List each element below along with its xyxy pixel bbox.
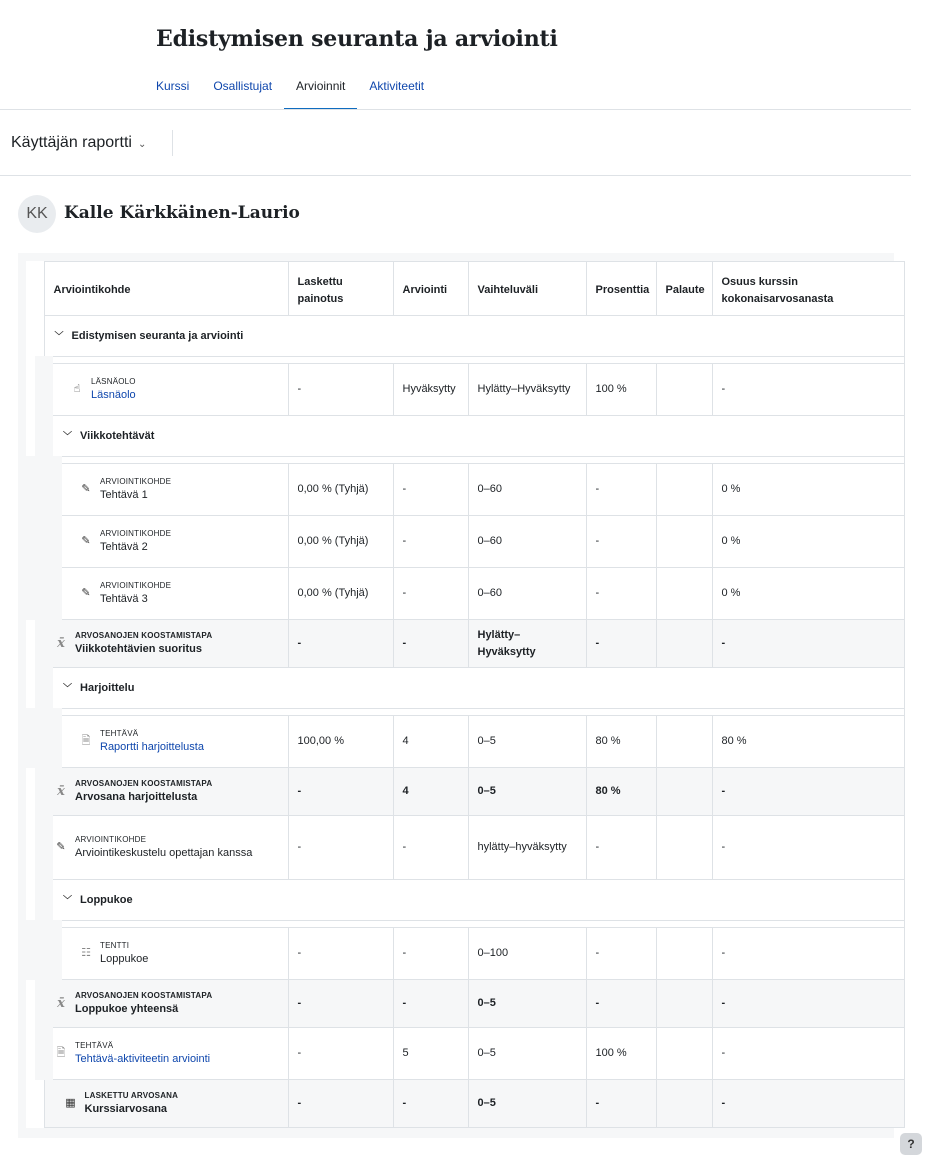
aggregation-icon: x̄ [57, 784, 65, 799]
category-name: Edistymisen seuranta ja arviointi [71, 329, 244, 342]
category-total-row [44, 980, 904, 1028]
percent-cell: - [586, 1080, 656, 1128]
table-row [44, 816, 904, 880]
category-toggle[interactable] [44, 316, 904, 357]
range-cell: hylätty–hyväksytty [468, 816, 586, 880]
item-name: Kurssiarvosana [84, 1102, 168, 1115]
percent-cell: 80 % [586, 716, 656, 768]
report-selector-label: Käyttäjän raportti [11, 134, 132, 151]
feedback-cell [656, 464, 712, 516]
range-cell: 0–5 [468, 716, 586, 768]
col-header-item: Arviointikohde [44, 262, 288, 316]
edit-icon: ✎ [81, 587, 91, 599]
item-name: Arvosana harjoittelusta [75, 790, 198, 803]
divider [0, 175, 911, 176]
category-row [44, 668, 904, 709]
grade-cell: - [393, 980, 468, 1028]
avatar: KK [18, 195, 56, 233]
grade-cell: - [393, 568, 468, 620]
weight-cell: 0,00 % (Tyhjä) [288, 516, 393, 568]
table-row [44, 464, 904, 516]
item-name: Tehtävä 1 [100, 488, 148, 501]
contribution-cell: 0 % [712, 464, 904, 516]
contribution-cell: - [712, 816, 904, 880]
item-type: TEHTÄVÄ [100, 728, 139, 738]
category-row [44, 316, 904, 357]
contribution-cell: - [712, 1028, 904, 1080]
feedback-cell [656, 768, 712, 816]
contribution-cell: - [712, 620, 904, 668]
grade-cell: - [393, 816, 468, 880]
item-type: ARVIOINTIKOHDE [100, 580, 172, 590]
item-link[interactable]: Raportti harjoittelusta [100, 740, 204, 753]
category-total-row [44, 620, 904, 668]
item-type: ARVOSANOJEN KOOSTAMISTAPA [75, 990, 213, 1000]
chevron-down-icon[interactable]: ﹀ [63, 430, 73, 441]
feedback-cell [656, 516, 712, 568]
assignment-icon: 🗎 [56, 1047, 66, 1059]
col-header-grade: Arviointi [393, 262, 468, 316]
item-type: ARVIOINTIKOHDE [75, 834, 147, 844]
category-row [44, 880, 904, 921]
grade-cell: - [393, 516, 468, 568]
category-toggle[interactable] [44, 880, 904, 921]
grade-cell: - [393, 1080, 468, 1128]
range-cell: Hylätty–Hyväksytty [468, 620, 586, 668]
grade-cell: 4 [393, 768, 468, 816]
category-name: Loppukoe [80, 893, 133, 906]
range-cell: Hylätty–Hyväksytty [468, 364, 586, 416]
attendance-icon: ☝ [73, 383, 81, 395]
category-toggle[interactable] [44, 416, 904, 457]
tab-osallistujat[interactable]: Osallistujat [213, 79, 273, 93]
percent-cell: - [586, 568, 656, 620]
item-name: Tehtävä 2 [100, 540, 148, 553]
weight-cell: - [288, 980, 393, 1028]
contribution-cell: - [712, 980, 904, 1028]
range-cell: 0–5 [468, 1028, 586, 1080]
weight-cell: - [288, 364, 393, 416]
weight-cell: - [288, 816, 393, 880]
feedback-cell [656, 928, 712, 980]
aggregation-icon: x̄ [57, 996, 65, 1011]
range-cell: 0–60 [468, 568, 586, 620]
weight-cell: 0,00 % (Tyhjä) [288, 568, 393, 620]
assignment-icon: 🗎 [81, 735, 91, 747]
item-type: TEHTÄVÄ [75, 1040, 114, 1050]
percent-cell: - [586, 464, 656, 516]
weight-cell: - [288, 1028, 393, 1080]
feedback-cell [656, 568, 712, 620]
item-type: LASKETTU ARVOSANA [84, 1090, 179, 1100]
report-selector[interactable] [11, 134, 146, 152]
table-row [44, 568, 904, 620]
grade-report-panel [18, 253, 894, 1138]
percent-cell: 100 % [586, 1028, 656, 1080]
weight-cell: - [288, 620, 393, 668]
percent-cell: - [586, 516, 656, 568]
range-cell: 0–60 [468, 464, 586, 516]
table-row [44, 516, 904, 568]
col-header-feedback: Palaute [656, 262, 712, 316]
aggregation-icon: x̄ [57, 636, 65, 651]
category-toggle[interactable] [44, 668, 904, 709]
col-header-contribution: Osuus kurssin kokonaisarvosanasta [712, 262, 904, 316]
table-row [44, 1028, 904, 1080]
weight-cell: - [288, 1080, 393, 1128]
item-link[interactable]: Tehtävä-aktiviteetin arviointi [75, 1052, 211, 1065]
user-name: Kalle Kärkkäinen-Laurio [64, 203, 300, 223]
feedback-cell [656, 980, 712, 1028]
grade-cell: - [393, 620, 468, 668]
feedback-cell [656, 364, 712, 416]
feedback-cell [656, 620, 712, 668]
item-name: Viikkotehtävien suoritus [75, 642, 202, 655]
feedback-cell [656, 816, 712, 880]
grade-cell: - [393, 464, 468, 516]
category-row [44, 416, 904, 457]
percent-cell: - [586, 980, 656, 1028]
grade-table [26, 261, 905, 1128]
calculator-icon: ▦ [65, 1097, 76, 1109]
item-link[interactable]: Läsnäolo [91, 388, 136, 401]
item-name: Tehtävä 3 [100, 592, 148, 605]
grade-cell: Hyväksytty [393, 364, 468, 416]
table-row [44, 364, 904, 416]
grade-cell: 4 [393, 716, 468, 768]
category-name: Viikkotehtävät [80, 429, 155, 442]
chevron-down-icon[interactable]: ﹀ [54, 330, 64, 341]
help-button[interactable]: ? [900, 1133, 922, 1155]
item-type: ARVIOINTIKOHDE [100, 528, 172, 538]
item-name: Loppukoe yhteensä [75, 1002, 179, 1015]
item-type: ARVOSANOJEN KOOSTAMISTAPA [75, 778, 213, 788]
item-type: ARVIOINTIKOHDE [100, 476, 172, 486]
range-cell: 0–5 [468, 980, 586, 1028]
grade-cell: 5 [393, 1028, 468, 1080]
weight-cell: - [288, 928, 393, 980]
edit-icon: ✎ [56, 841, 66, 853]
divider [0, 109, 911, 110]
quiz-icon: ☷ [81, 947, 91, 959]
contribution-cell: - [712, 364, 904, 416]
table-row [44, 716, 904, 768]
percent-cell: 80 % [586, 768, 656, 816]
contribution-cell: - [712, 928, 904, 980]
range-cell: 0–5 [468, 768, 586, 816]
chevron-down-icon[interactable]: ﹀ [63, 894, 73, 905]
course-total-row [44, 1080, 904, 1128]
edit-icon: ✎ [81, 483, 91, 495]
chevron-down-icon[interactable]: ﹀ [63, 682, 73, 693]
weight-cell: - [288, 768, 393, 816]
item-type: ARVOSANOJEN KOOSTAMISTAPA [75, 630, 213, 640]
feedback-cell [656, 716, 712, 768]
vertical-divider [172, 130, 173, 156]
page-title: Edistymisen seuranta ja arviointi [156, 26, 558, 52]
contribution-cell: 0 % [712, 568, 904, 620]
tab-aktiviteetit[interactable]: Aktiviteetit [369, 79, 425, 93]
edit-icon: ✎ [81, 535, 91, 547]
contribution-cell: 80 % [712, 716, 904, 768]
contribution-cell: 0 % [712, 516, 904, 568]
col-header-range: Vaihteluväli [468, 262, 586, 316]
feedback-cell [656, 1028, 712, 1080]
item-name: Arviointikeskustelu opettajan kanssa [75, 846, 253, 859]
contribution-cell: - [712, 1080, 904, 1128]
col-header-weight: Laskettu painotus [288, 262, 393, 316]
category-total-row [44, 768, 904, 816]
range-cell: 0–5 [468, 1080, 586, 1128]
contribution-cell: - [712, 768, 904, 816]
percent-cell: 100 % [586, 364, 656, 416]
chevron-down-icon: ⌄ [137, 138, 147, 150]
category-name: Harjoittelu [80, 681, 135, 694]
item-type: TENTTI [100, 940, 130, 950]
percent-cell: - [586, 620, 656, 668]
percent-cell: - [586, 928, 656, 980]
tab-kurssi[interactable]: Kurssi [156, 79, 190, 93]
col-header-percent: Prosenttia [586, 262, 656, 316]
range-cell: 0–100 [468, 928, 586, 980]
grade-cell: - [393, 928, 468, 980]
feedback-cell [656, 1080, 712, 1128]
weight-cell: 0,00 % (Tyhjä) [288, 464, 393, 516]
range-cell: 0–60 [468, 516, 586, 568]
percent-cell: - [586, 816, 656, 880]
item-name: Loppukoe [100, 952, 149, 965]
table-row [44, 928, 904, 980]
weight-cell: 100,00 % [288, 716, 393, 768]
course-tabs [156, 72, 448, 110]
tab-arvioinnit[interactable]: Arvioinnit [296, 72, 345, 110]
item-type: LÄSNÄOLO [91, 376, 136, 386]
